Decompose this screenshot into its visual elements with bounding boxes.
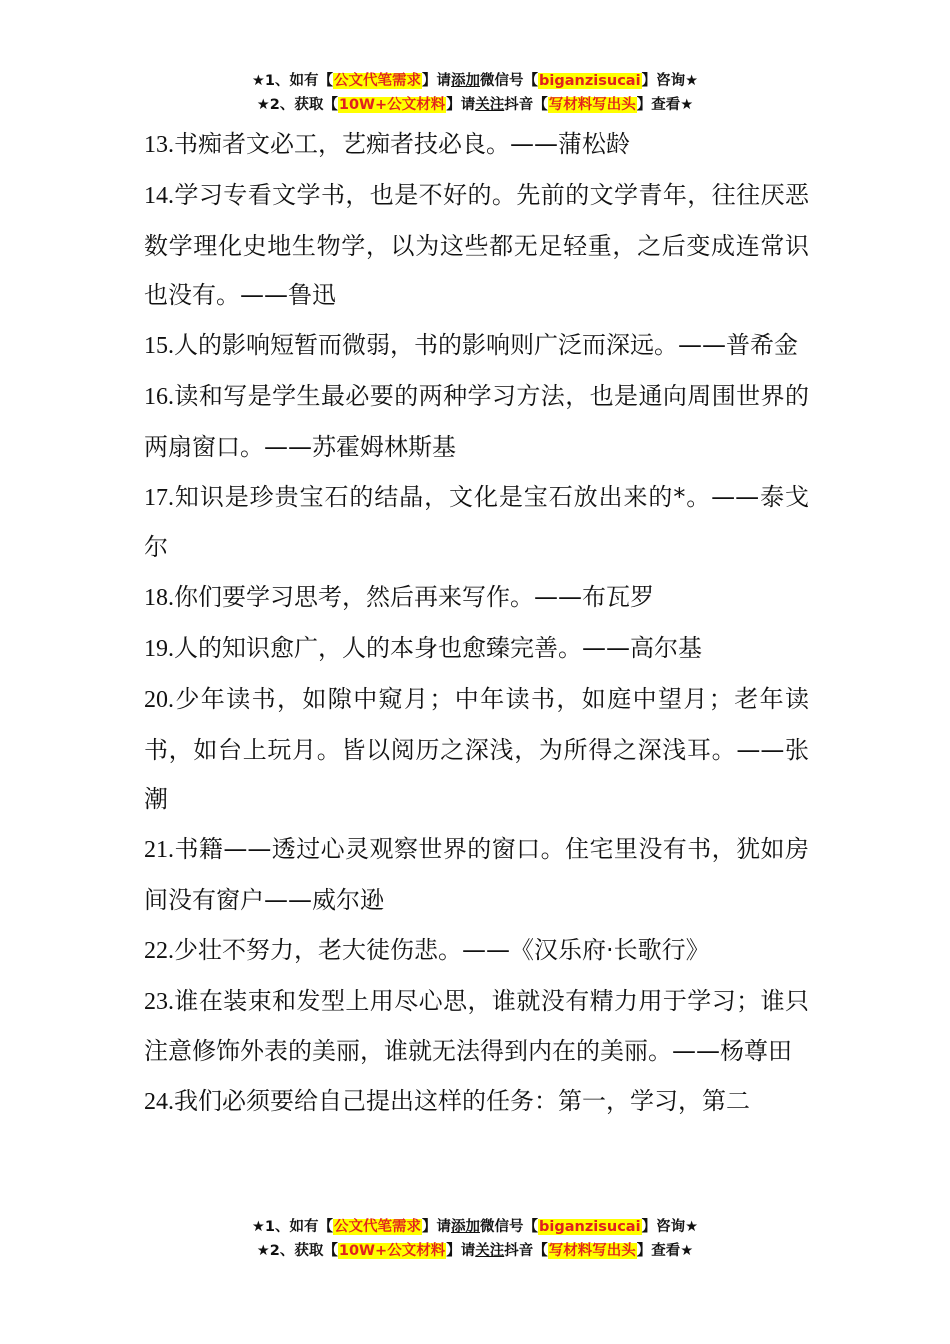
quote-text: 书籍——透过心灵观察世界的窗口。住宅里没有书，犹如房间没有窗户——威尔逊 [144, 835, 809, 914]
highlight-service: 公文代笔需求 [334, 1219, 422, 1235]
quote-number: 18. [144, 585, 174, 612]
quote-text: 人的影响短暂而微弱，书的影响则广泛而深远。——普希金 [174, 331, 798, 360]
underlined-text: 关注 [475, 97, 505, 113]
quote-text: 读和写是学生最必要的两种学习方法，也是通向周围世界的两扇窗口。——苏霍姆林斯基 [144, 381, 809, 461]
quote-number: 24. [144, 1089, 174, 1116]
banner-text: 】咨询 [641, 73, 686, 89]
banner-text: 微信号【 [480, 73, 539, 89]
quote-text: 书痴者文必工，艺痴者技必良。——蒲松龄 [174, 130, 630, 158]
quote-item [144, 624, 809, 675]
banner-text: 】查看 [636, 1243, 681, 1259]
underlined-text: 添加 [451, 1219, 481, 1235]
star-icon: ★ [680, 1243, 694, 1259]
quote-text: 知识是珍贵宝石的结晶，文化是宝石放出来的*。——泰戈尔 [144, 482, 809, 562]
quote-number: 16. [144, 383, 174, 410]
highlight-douyin-account: 写材料写出头 [548, 97, 636, 113]
star-icon: ★ [685, 1219, 699, 1235]
quote-text: 少年读书，如隙中窥月；中年读书，如庭中望月；老年读书，如台上玩月。皆以阅历之深浅，为所得之深浅耳。——张潮 [144, 684, 809, 814]
quote-item [144, 171, 809, 321]
quote-item [144, 977, 809, 1078]
banner-text: 抖音【 [504, 97, 548, 113]
quote-item [144, 372, 809, 473]
quote-item [144, 473, 809, 574]
quote-number: 20. [144, 686, 174, 713]
quote-text: 谁在装束和发型上用尽心思，谁就没有精力用于学习；谁只注意修饰外表的美丽，谁就无法得到内在的美丽。——杨尊田 [144, 986, 809, 1066]
quote-item [144, 825, 809, 926]
highlight-service: 公文代笔需求 [334, 73, 422, 89]
quote-number: 14. [144, 182, 174, 209]
header-banner [0, 69, 950, 117]
quote-text: 人的知识愈广，人的本身也愈臻完善。——高尔基 [174, 633, 702, 662]
highlight-wechat-id: biganzisucai [539, 1219, 641, 1235]
banner-text: 抖音【 [504, 1243, 548, 1259]
quote-number: 13. [144, 132, 174, 158]
underlined-text: 添加 [451, 73, 481, 89]
quote-text: 你们要学习思考，然后再来写作。——布瓦罗 [174, 583, 654, 612]
quote-item [144, 120, 809, 171]
quote-item [144, 321, 809, 372]
banner-text: 2、获取【 [269, 97, 338, 113]
underlined-text: 关注 [475, 1243, 505, 1259]
banner-text: 】请 [446, 97, 476, 113]
quote-text: 少壮不努力，老大徒伤悲。——《汉乐府·长歌行》 [174, 935, 710, 964]
banner-text: 1、如有【 [264, 1219, 334, 1235]
highlight-materials: 10W+公文材料 [338, 1243, 446, 1259]
quote-list [144, 120, 809, 1128]
quote-number: 21. [144, 837, 174, 864]
quote-number: 15. [144, 333, 174, 360]
banner-text: 】请 [446, 1243, 476, 1259]
banner-text: 2、获取【 [269, 1243, 338, 1259]
quote-item [144, 675, 809, 825]
highlight-wechat-id: biganzisucai [539, 73, 641, 89]
quote-number: 22. [144, 937, 174, 964]
banner-text: 微信号【 [480, 1219, 539, 1235]
banner-text: 】查看 [636, 97, 681, 113]
banner-text: 】请 [422, 1219, 452, 1235]
star-icon: ★ [685, 73, 699, 89]
banner-text: 1、如有【 [264, 73, 334, 89]
quote-text: 学习专看文学书，也是不好的。先前的文学青年，往往厌恶数学理化史地生物学，以为这些都无足轻重，之后变成连常识也没有。——鲁迅 [144, 180, 809, 310]
banner-line-2 [0, 93, 950, 117]
star-icon: ★ [251, 1219, 265, 1235]
banner-text: 】请 [422, 73, 452, 89]
footer-banner [0, 1215, 950, 1263]
banner-line-1 [0, 1215, 950, 1239]
quote-number: 17. [144, 484, 174, 511]
star-icon: ★ [256, 97, 270, 113]
star-icon: ★ [680, 97, 694, 113]
banner-text: 】咨询 [641, 1219, 686, 1235]
star-icon: ★ [251, 73, 265, 89]
quote-text: 我们必须要给自己提出这样的任务：第一，学习，第二 [174, 1087, 750, 1116]
star-icon: ★ [256, 1243, 270, 1259]
quote-number: 19. [144, 635, 174, 662]
quote-item [144, 1077, 809, 1128]
quote-item [144, 926, 809, 977]
banner-line-1 [0, 69, 950, 93]
highlight-materials: 10W+公文材料 [338, 97, 446, 113]
highlight-douyin-account: 写材料写出头 [548, 1243, 636, 1259]
banner-line-2 [0, 1239, 950, 1263]
quote-number: 23. [144, 988, 174, 1015]
quote-item [144, 573, 809, 624]
